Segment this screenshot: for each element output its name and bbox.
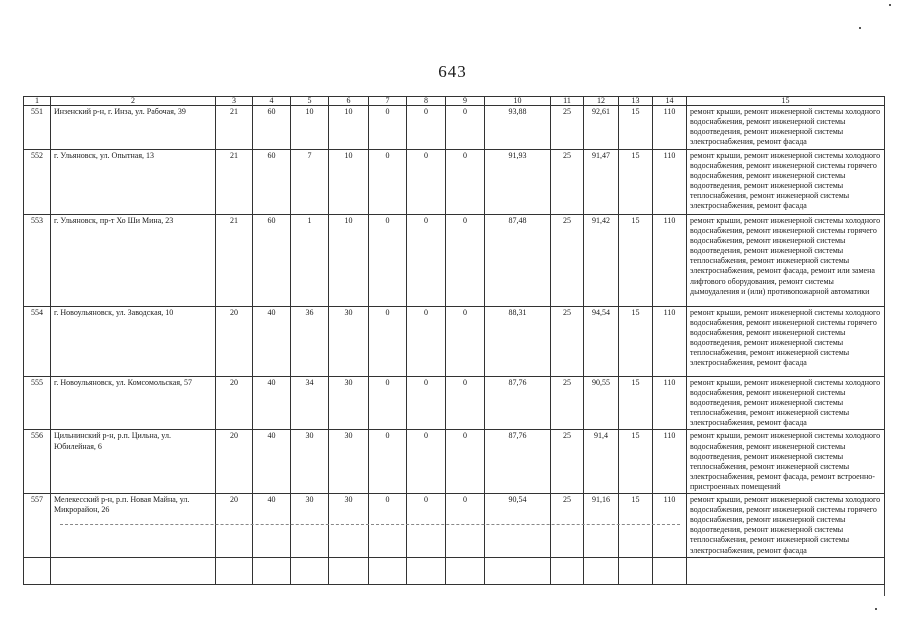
column-header: 3	[216, 97, 253, 106]
column-header: 14	[653, 97, 687, 106]
address-cell: Мелекесский р-н, р.п. Новая Майна, ул. Микрорайон, 26	[51, 494, 216, 558]
value-cell: 60	[253, 106, 291, 150]
column-header: 6	[329, 97, 369, 106]
works-cell: ремонт крыши, ремонт инженерной системы холодного водоснабжения, ремонт инженерной системы водоотведения, ремонт инженерной системы теплоснабжения, ремонт инженерной системы электроснабжения, ремонт фасада, ремонт встроенно-пристроенных помещений	[687, 430, 885, 494]
column-header: 9	[446, 97, 485, 106]
value-cell: 110	[653, 494, 687, 558]
column-header: 5	[291, 97, 329, 106]
value-cell: 110	[653, 377, 687, 430]
address-cell: г. Ульяновск, ул. Опытная, 13	[51, 150, 216, 215]
value-cell: 0	[369, 430, 407, 494]
row-number: 551	[24, 106, 51, 150]
value-cell: 60	[253, 215, 291, 307]
empty-cell	[584, 557, 619, 584]
empty-cell	[687, 557, 885, 584]
value-cell: 20	[216, 307, 253, 377]
value-cell: 92,61	[584, 106, 619, 150]
row-number: 557	[24, 494, 51, 558]
value-cell: 0	[407, 106, 446, 150]
value-cell: 91,4	[584, 430, 619, 494]
value-cell: 91,42	[584, 215, 619, 307]
value-cell: 0	[369, 307, 407, 377]
value-cell: 0	[446, 430, 485, 494]
row-number: 554	[24, 307, 51, 377]
column-header: 4	[253, 97, 291, 106]
value-cell: 10	[329, 215, 369, 307]
value-cell: 30	[329, 307, 369, 377]
value-cell: 15	[619, 106, 653, 150]
value-cell: 7	[291, 150, 329, 215]
row-number: 555	[24, 377, 51, 430]
empty-cell	[51, 557, 216, 584]
column-header: 10	[485, 97, 551, 106]
page-number: 643	[438, 62, 467, 81]
value-cell: 25	[551, 377, 584, 430]
row-number: 552	[24, 150, 51, 215]
works-cell: ремонт крыши, ремонт инженерной системы холодного водоснабжения, ремонт инженерной системы горячего водоснабжения, ремонт инженерной системы водоотведения, ремонт инженерной системы теплоснабжения, ремонт инженерной системы электроснабжения, ремонт фасада	[687, 494, 885, 558]
value-cell: 0	[446, 150, 485, 215]
value-cell: 91,16	[584, 494, 619, 558]
value-cell: 90,54	[485, 494, 551, 558]
value-cell: 0	[369, 150, 407, 215]
works-cell: ремонт крыши, ремонт инженерной системы холодного водоснабжения, ремонт инженерной системы горячего водоснабжения, ремонт инженерной системы водоотведения, ремонт инженерной системы теплоснабжения, ремонт инженерной системы электроснабжения, ремонт фасада	[687, 150, 885, 215]
value-cell: 87,48	[485, 215, 551, 307]
value-cell: 15	[619, 307, 653, 377]
value-cell: 0	[446, 215, 485, 307]
value-cell: 60	[253, 150, 291, 215]
value-cell: 0	[446, 106, 485, 150]
value-cell: 0	[407, 377, 446, 430]
column-header: 13	[619, 97, 653, 106]
value-cell: 25	[551, 430, 584, 494]
value-cell: 1	[291, 215, 329, 307]
value-cell: 0	[369, 215, 407, 307]
value-cell: 21	[216, 106, 253, 150]
empty-cell	[253, 557, 291, 584]
scan-speck	[875, 608, 877, 610]
value-cell: 87,76	[485, 430, 551, 494]
registry-table	[23, 96, 885, 585]
value-cell: 110	[653, 215, 687, 307]
value-cell: 91,47	[584, 150, 619, 215]
value-cell: 36	[291, 307, 329, 377]
value-cell: 110	[653, 307, 687, 377]
value-cell: 93,88	[485, 106, 551, 150]
value-cell: 0	[446, 377, 485, 430]
address-cell: г. Новоульяновск, ул. Комсомольская, 57	[51, 377, 216, 430]
value-cell: 20	[216, 377, 253, 430]
value-cell: 25	[551, 215, 584, 307]
column-header: 7	[369, 97, 407, 106]
value-cell: 0	[446, 307, 485, 377]
column-header: 11	[551, 97, 584, 106]
value-cell: 94,54	[584, 307, 619, 377]
column-number-row	[24, 97, 885, 106]
value-cell: 0	[407, 150, 446, 215]
value-cell: 10	[291, 106, 329, 150]
value-cell: 90,55	[584, 377, 619, 430]
value-cell: 30	[291, 430, 329, 494]
works-cell: ремонт крыши, ремонт инженерной системы холодного водоснабжения, ремонт инженерной системы водоотведения, ремонт инженерной системы теплоснабжения, ремонт инженерной системы электроснабжения, ремонт фасада	[687, 377, 885, 430]
empty-row	[24, 557, 885, 584]
empty-cell	[329, 557, 369, 584]
empty-cell	[24, 557, 51, 584]
value-cell: 0	[369, 494, 407, 558]
table-row	[24, 377, 885, 430]
value-cell: 110	[653, 430, 687, 494]
scan-speck	[859, 27, 861, 29]
value-cell: 34	[291, 377, 329, 430]
value-cell: 25	[551, 150, 584, 215]
empty-cell	[446, 557, 485, 584]
value-cell: 40	[253, 430, 291, 494]
works-cell: ремонт крыши, ремонт инженерной системы холодного водоснабжения, ремонт инженерной системы горячего водоснабжения, ремонт инженерной системы водоотведения, ремонт инженерной системы теплоснабжения, ремонт инженерной системы электроснабжения, ремонт фасада	[687, 307, 885, 377]
value-cell: 30	[329, 494, 369, 558]
address-cell: Цильнинский р-н, р.п. Цильна, ул. Юбилейная, 6	[51, 430, 216, 494]
value-cell: 15	[619, 150, 653, 215]
row-number: 553	[24, 215, 51, 307]
table-row	[24, 307, 885, 377]
value-cell: 0	[407, 430, 446, 494]
value-cell: 15	[619, 430, 653, 494]
column-header: 2	[51, 97, 216, 106]
value-cell: 15	[619, 377, 653, 430]
table-row	[24, 150, 885, 215]
value-cell: 30	[291, 494, 329, 558]
column-header: 15	[687, 97, 885, 106]
value-cell: 0	[446, 494, 485, 558]
empty-cell	[407, 557, 446, 584]
value-cell: 30	[329, 430, 369, 494]
row-number: 556	[24, 430, 51, 494]
scan-speck	[889, 4, 891, 6]
address-cell: Инзенский р-н, г. Инза, ул. Рабочая, 39	[51, 106, 216, 150]
value-cell: 10	[329, 150, 369, 215]
value-cell: 30	[329, 377, 369, 430]
value-cell: 21	[216, 215, 253, 307]
value-cell: 88,31	[485, 307, 551, 377]
table-row	[24, 494, 885, 558]
column-header: 8	[407, 97, 446, 106]
value-cell: 0	[407, 215, 446, 307]
value-cell: 25	[551, 494, 584, 558]
empty-cell	[291, 557, 329, 584]
value-cell: 15	[619, 215, 653, 307]
empty-cell	[369, 557, 407, 584]
value-cell: 0	[407, 307, 446, 377]
value-cell: 21	[216, 150, 253, 215]
value-cell: 110	[653, 150, 687, 215]
scan-dash-line	[60, 524, 680, 525]
value-cell: 0	[407, 494, 446, 558]
value-cell: 0	[369, 106, 407, 150]
empty-cell	[551, 557, 584, 584]
value-cell: 91,93	[485, 150, 551, 215]
column-header: 1	[24, 97, 51, 106]
value-cell: 40	[253, 494, 291, 558]
empty-cell	[216, 557, 253, 584]
value-cell: 25	[551, 307, 584, 377]
value-cell: 40	[253, 377, 291, 430]
empty-cell	[619, 557, 653, 584]
value-cell: 20	[216, 430, 253, 494]
empty-cell	[485, 557, 551, 584]
table-row	[24, 106, 885, 150]
address-cell: г. Ульяновск, пр-т Хо Ши Мина, 23	[51, 215, 216, 307]
table-row	[24, 430, 885, 494]
empty-cell	[653, 557, 687, 584]
value-cell: 87,76	[485, 377, 551, 430]
value-cell: 20	[216, 494, 253, 558]
works-cell: ремонт крыши, ремонт инженерной системы холодного водоснабжения, ремонт инженерной системы горячего водоснабжения, ремонт инженерной системы водоотведения, ремонт инженерной системы теплоснабжения, ремонт инженерной системы электроснабжения, ремонт фасада, ремонт или замена лифтового оборудования, ремонт системы дымоудаления и (или) противопожарной автоматики	[687, 215, 885, 307]
value-cell: 0	[369, 377, 407, 430]
column-header: 12	[584, 97, 619, 106]
table-row	[24, 215, 885, 307]
value-cell: 40	[253, 307, 291, 377]
works-cell: ремонт крыши, ремонт инженерной системы холодного водоснабжения, ремонт инженерной системы водоотведения, ремонт инженерной системы электроснабжения, ремонт фасада	[687, 106, 885, 150]
value-cell: 25	[551, 106, 584, 150]
value-cell: 110	[653, 106, 687, 150]
address-cell: г. Новоульяновск, ул. Заводская, 10	[51, 307, 216, 377]
value-cell: 10	[329, 106, 369, 150]
value-cell: 15	[619, 494, 653, 558]
